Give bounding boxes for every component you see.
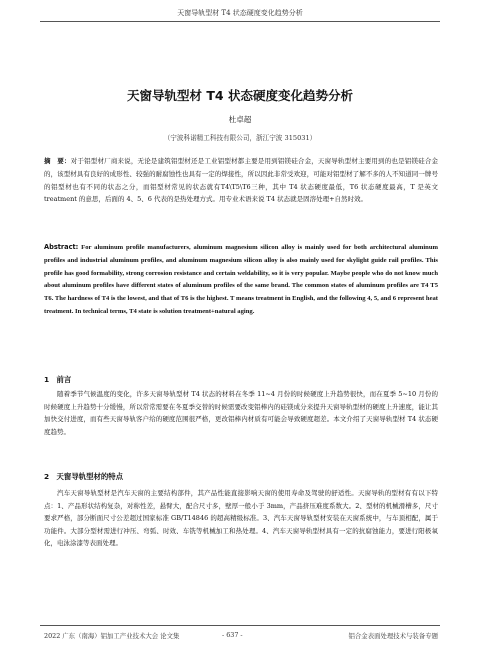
page-number: - 637 - <box>222 631 243 639</box>
running-header: 天窗导轨型材 T4 状态硬度变化趋势分析 <box>177 9 303 17</box>
paper-title: 天窗导轨型材 T4 状态硬度变化趋势分析 <box>127 88 353 103</box>
section-body-features: 汽车天窗导轨型材是汽车天窗的主要结构部件，其产品性能直接影响天窗的使用寿命及驾驶的舒适性。天窗导轨的型材有有以下特点：1、产品形状结构复杂，对称性差，悬臂大，配合尺寸多，壁厚一般小于 3mm，产品挤压难度系数大。2、型材的机械滑槽多，尺寸要求严格，部分断面尺寸公差超过国家标准 GB/T14846 的超高精级标准。3、汽车天窗导轨型材安装在天窗系统中，与车顶相配，属于功能件。大部分型材需进行冲压、弯弧、时效、车铣等机械加工和热处理。4、汽车天窗导轨型材具有一定的抗腐蚀能力，要进行阳极氧化，电泳涂漆等表面处理。 <box>44 489 438 548</box>
abstract-chinese <box>44 155 438 206</box>
footer-proceedings: 2022 广东（南海）铝加工产业技术大会 论文集 <box>44 632 180 640</box>
abstract-chinese-text: 对于铝型材厂商来说，无论是建筑铝型材还是工业铝型材都主要是用到铝镁硅合金，天窗导轨型材主要用到的也是铝镁硅合金的，该型材具有良好的成形性、较强的耐腐蚀性也具有一定的焊接性，所以因此非常受欢迎，可能对铝型材了解不多的人不知道同一牌号的铝型材也有不同的状态之分，而铝型材常见的状态就有T4\T5\T6三种，其中 T4 状态硬度最低，T6 状态硬度最高，T 是英文 treatment 的意思，后面的 4、5、6 代表的是热处理方式。用专业术语来说 T4 状态就是固溶处理+自然时效。 <box>44 157 439 204</box>
abstract-chinese-label: 摘 要： <box>44 157 71 165</box>
abstract-english-label: Abstract: <box>44 243 79 251</box>
header-rule <box>40 21 440 22</box>
section-heading-introduction: 1 前言 <box>44 375 72 384</box>
author-affiliation: （宁波科诺精工科技有限公司，浙江宁波 315031） <box>163 134 317 142</box>
section-heading-features: 2 天窗导轨型材的特点 <box>44 472 124 481</box>
author-name: 杜卓超 <box>228 115 252 124</box>
footer-rule <box>40 625 440 626</box>
abstract-english-text: For aluminum profile manufacturers, aluminum magnesium silicon alloy is mainly used for both architectural aluminum profiles and industrial aluminum profiles, and aluminum magnesium silicon alloy is also mainly used for skylight guide rail profiles. This profile has good formability, strong corrosion resistance and certain weldability, so it is very popular. Maybe people who do not know much about aluminum profiles have different states of aluminum profiles of the same brand. The common states of aluminum profiles are T4 T5 T6. The hardness of T4 is the lowest, and that of T6 is the highest. T means treatment in English, and the following 4, 5, and 6 represent heat treatment. In technical terms, T4 state is solution treatment+natural aging. <box>44 244 438 315</box>
abstract-english <box>44 241 438 319</box>
footer-topic: 铝合金表面处理技术与装备专题 <box>348 632 438 640</box>
section-body-introduction: 随着季节气候温度的变化，许多天窗导轨型材 T4 状态的材料在冬季 11~4 月份的时候硬度上升趋势很快，而在夏季 5~10 月份的时候硬度上升趋势十分缓慢，所以常常需要在冬夏季交替的时候需要改变铝棒内的硅镁成分来提升天窗导轨型材的硬度上升速度，能让其加快交付进度，而有些天窗导轨客户给的硬度范围很严格，更改铝棒内材质有可能会导致硬度超差。本文介绍了天窗导轨型材 T4 状态硬度趋势。 <box>44 390 438 436</box>
